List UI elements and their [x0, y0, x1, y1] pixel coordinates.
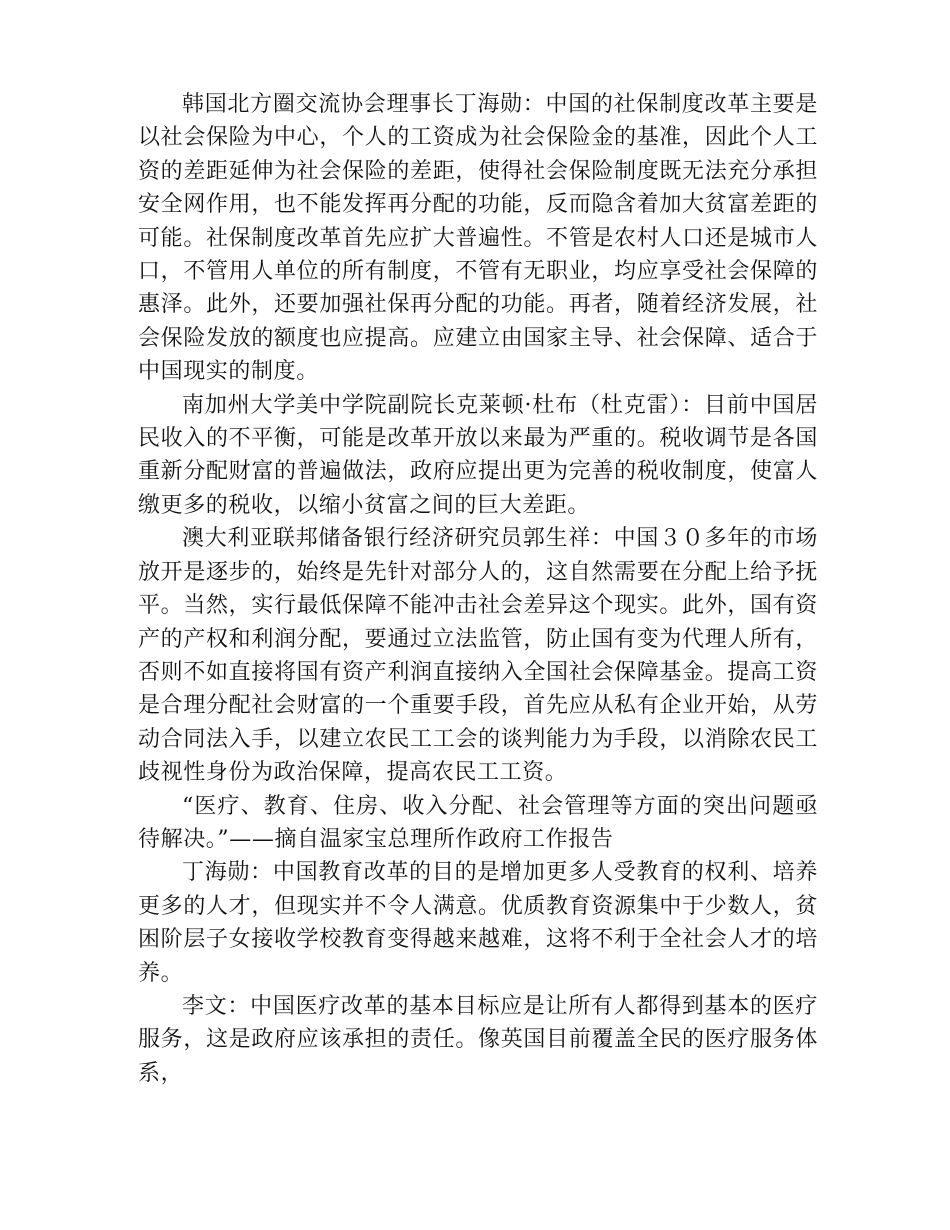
paragraph-li-wen-healthcare: 李文：中国医疗改革的基本目标应是让所有人都得到基本的医疗服务，这是政府应该承担的责任。像英国目前覆盖全民的医疗服务体系，: [138, 993, 818, 1086]
paragraph-ding-haixun-social-security: 韩国北方圈交流协会理事长丁海勋：中国的社保制度改革主要是以社会保险为中心，个人的工资成为社会保险金的基准，因此个人工资的差距延伸为社会保险的差距，使得社会保险制度既无法充分承担安全网作用，也不能发挥再分配的功能，反而隐含着加大贫富差距的可能。社保制度改革首先应扩大普遍性。不管是农村人口还是城市人口，不管用人单位的所有制度，不管有无职业，均应享受社会保障的惠泽。此外，还要加强社保再分配的功能。再者，随着经济发展，社会保险发放的额度也应提高。应建立由国家主导、社会保障、适合于中国现实的制度。: [138, 92, 818, 385]
paragraph-ding-haixun-education: 丁海勋：中国教育改革的目的是增加更多人受教育的权利、培养更多的人才，但现实并不令人满意。优质教育资源集中于少数人，贫困阶层子女接收学校教育变得越来越难，这将不利于全社会人才的培养。: [138, 860, 818, 986]
paragraph-guo-shengxiang-market: 澳大利亚联邦储备银行经济研究员郭生祥：中国３０多年的市场放开是逐步的，始终是先针对部分人的，这自然需要在分配上给予抚平。当然，实行最低保障不能冲击社会差异这个现实。此外，国有资产的产权和利润分配，要通过立法监管，防止国有变为代理人所有，否则不如直接将国有资产利润直接纳入全国社会保障基金。提高工资是合理分配社会财富的一个重要手段，首先应从私有企业开始，从劳动合同法入手，以建立农民工工会的谈判能力为手段，以消除农民工歧视性身份为政治保障，提高农民工工资。: [138, 526, 818, 786]
document-page: [138, 88, 818, 1090]
paragraph-clayton-dube-income: 南加州大学美中学院副院长克莱顿·杜布（杜克雷）：目前中国居民收入的不平衡，可能是改革开放以来最为严重的。税收调节是各国重新分配财富的普遍做法，政府应提出更为完善的税收制度，使富人缴更多的税收，以缩小贫富之间的巨大差距。: [138, 392, 818, 518]
paragraph-quote-government-report: “医疗、教育、住房、收入分配、社会管理等方面的突出问题亟待解决。”——摘自温家宝总理所作政府工作报告: [138, 793, 818, 852]
